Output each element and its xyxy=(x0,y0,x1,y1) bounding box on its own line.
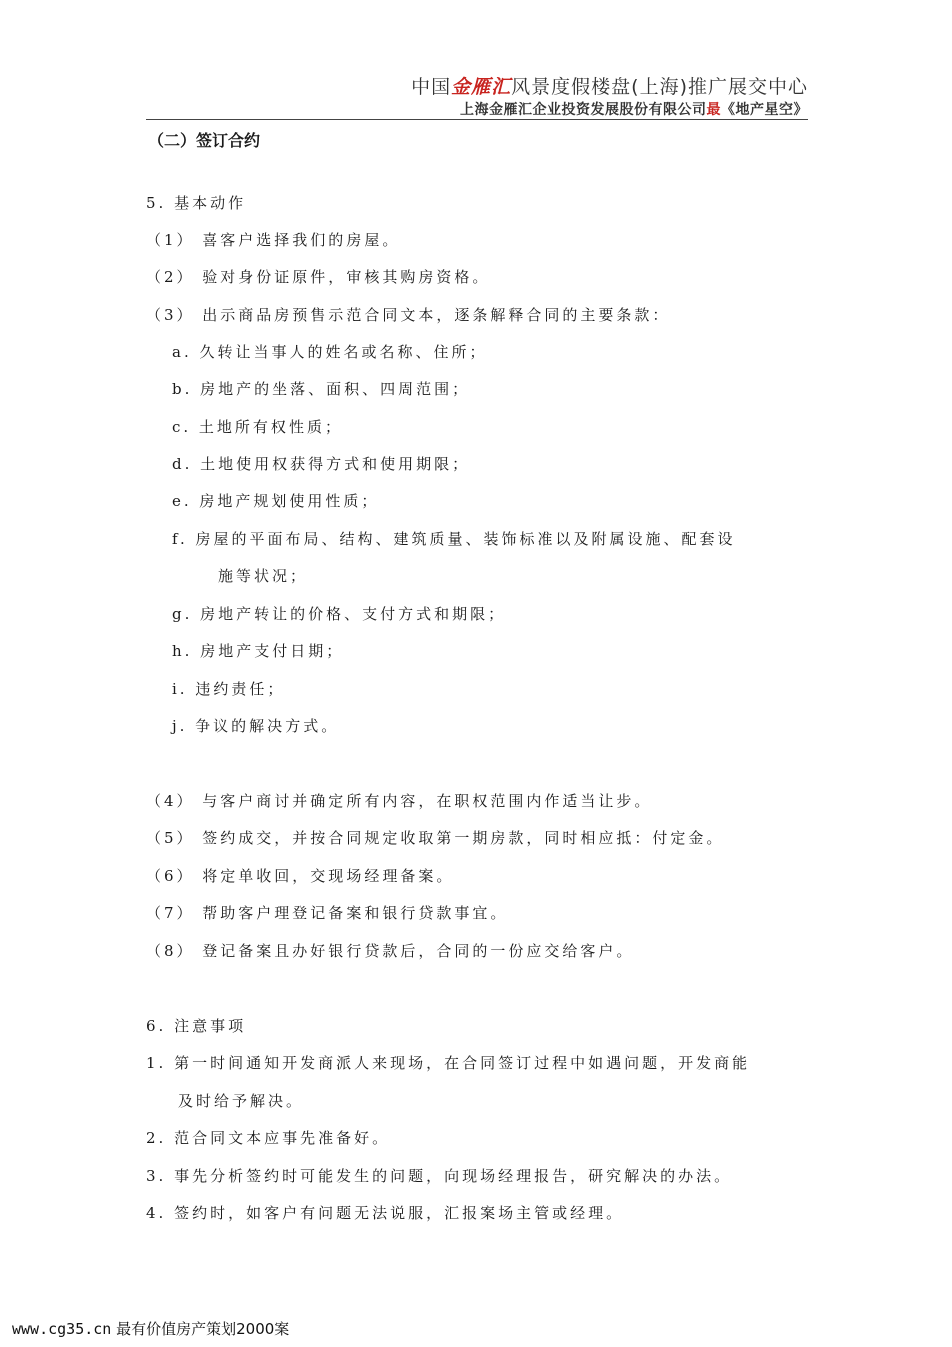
header-prefix: 中国 xyxy=(411,76,452,98)
header-title xyxy=(411,72,808,99)
seal-icon: 最 xyxy=(706,102,721,118)
sub-item: d. 土地使用权获得方式和使用期限； xyxy=(172,455,471,473)
header-divider xyxy=(146,119,808,120)
footer xyxy=(12,1318,289,1339)
sub-item-continuation: 施等状况； xyxy=(218,567,309,585)
sub-item: c. 土地所有权性质； xyxy=(172,418,343,436)
note-item: 2. 范合同文本应事先准备好。 xyxy=(146,1129,391,1147)
sub-item: e. 房地产规划使用性质； xyxy=(172,492,380,510)
note-item: 1. 第一时间通知开发商派人来现场，在合同签订过程中如遇问题，开发商能 xyxy=(146,1054,751,1072)
sub-item: a. 久转让当事人的姓名或名称、住所； xyxy=(172,343,488,361)
sub-item: i. 违约责任； xyxy=(172,680,286,698)
footer-url[interactable]: www.cg35.cn xyxy=(12,1320,112,1338)
sub-item: j. 争议的解决方式。 xyxy=(172,717,340,735)
sub-item: h. 房地产支付日期； xyxy=(172,642,345,660)
list-item: （4） 与客户商讨并确定所有内容，在职权范围内作适当让步。 xyxy=(146,792,653,810)
sub-item: g. 房地产转让的价格、支付方式和期限； xyxy=(172,605,507,623)
brand-logo-text: 金雁汇 xyxy=(451,76,512,98)
heading-notes: 6. 注意事项 xyxy=(146,1017,247,1035)
section-title: （二）签订合约 xyxy=(148,131,261,150)
header-suffix: 风景度假楼盘(上海)推广展交中心 xyxy=(511,76,808,98)
note-item-continuation: 及时给予解决。 xyxy=(178,1092,305,1110)
sub-item: b. 房地产的坐落、面积、四周范围； xyxy=(172,380,471,398)
list-item: （6） 将定单收回，交现场经理备案。 xyxy=(146,867,455,885)
publication-name: 《地产星空》 xyxy=(721,102,808,118)
list-item: （1） 喜客户选择我们的房屋。 xyxy=(146,231,401,249)
list-item: （7） 帮助客户理登记备案和银行贷款事宜。 xyxy=(146,904,509,922)
list-item: （2） 验对身份证原件，审核其购房资格。 xyxy=(146,268,491,286)
list-item: （8） 登记备案且办好银行贷款后，合同的一份应交给客户。 xyxy=(146,942,635,960)
company-name: 上海金雁汇企业投资发展股份有限公司 xyxy=(460,102,707,118)
note-item: 4. 签约时，如客户有问题无法说服，汇报案场主管或经理。 xyxy=(146,1204,625,1222)
heading-basic-actions: 5. 基本动作 xyxy=(146,194,247,212)
header-subtitle xyxy=(460,99,808,119)
list-item: （5） 签约成交，并按合同规定收取第一期房款，同时相应抵：付定金。 xyxy=(146,829,725,847)
sub-item: f. 房屋的平面布局、结构、建筑质量、装饰标准以及附属设施、配套设 xyxy=(172,530,736,548)
footer-text: 最有价值房产策划2000案 xyxy=(116,1320,290,1338)
list-item: （3） 出示商品房预售示范合同文本，逐条解释合同的主要条款： xyxy=(146,306,671,324)
note-item: 3. 事先分析签约时可能发生的问题，向现场经理报告，研究解决的办法。 xyxy=(146,1167,733,1185)
